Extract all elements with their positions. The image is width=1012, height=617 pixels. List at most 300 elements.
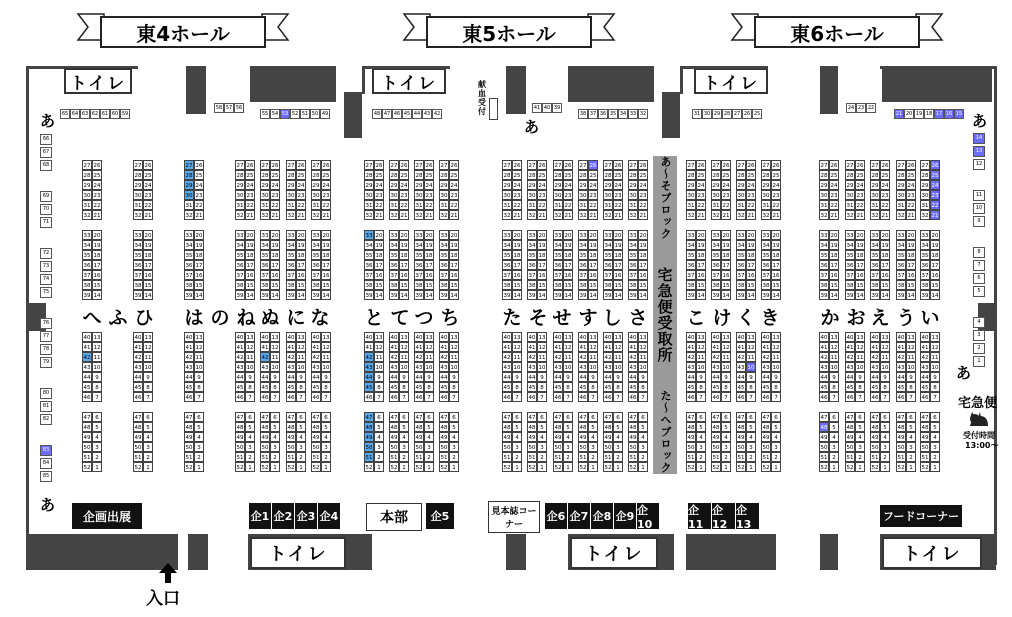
- booth-cell[interactable]: 23: [906, 190, 916, 200]
- booth-cell[interactable]: 30: [389, 190, 399, 200]
- booth-cell[interactable]: 17: [855, 260, 865, 270]
- booth-cell[interactable]: 40: [711, 332, 721, 342]
- booth-cell[interactable]: 46: [686, 392, 696, 402]
- booth-cell[interactable]: 25: [588, 170, 598, 180]
- booth-cell[interactable]: 12: [746, 342, 756, 352]
- kigyou-button[interactable]: 企1: [249, 503, 271, 529]
- booth-cell[interactable]: 25: [143, 170, 153, 180]
- booth-cell[interactable]: 12: [638, 342, 648, 352]
- booth-cell[interactable]: 3: [245, 442, 255, 452]
- booth-cell[interactable]: 1: [374, 462, 384, 472]
- booth-cell[interactable]: 32: [502, 210, 512, 220]
- booth-cell[interactable]: 42: [736, 352, 746, 362]
- booth-cell[interactable]: 17: [638, 260, 648, 270]
- booth-cell[interactable]: 7: [855, 392, 865, 402]
- booth-cell[interactable]: 11: [537, 352, 547, 362]
- booth-cell[interactable]: 50: [414, 442, 424, 452]
- booth-cell[interactable]: 39: [439, 290, 449, 300]
- booth-cell[interactable]: 21: [613, 210, 623, 220]
- booth-cell[interactable]: 12: [696, 342, 706, 352]
- booth-cell[interactable]: 15: [563, 280, 573, 290]
- booth-cell[interactable]: 23: [321, 190, 331, 200]
- booth-cell[interactable]: 12: [424, 342, 434, 352]
- booth-cell[interactable]: 30: [736, 190, 746, 200]
- booth-cell[interactable]: 28: [184, 170, 194, 180]
- booth-cell[interactable]: 49: [761, 432, 771, 442]
- booth-cell[interactable]: 12: [829, 342, 839, 352]
- booth-cell[interactable]: 14: [588, 290, 598, 300]
- kigyou-button[interactable]: 企12: [712, 503, 735, 529]
- booth-cell[interactable]: 29: [711, 180, 721, 190]
- top-booth-number[interactable]: 20: [905, 111, 913, 117]
- booth-cell[interactable]: 39: [311, 290, 321, 300]
- booth-cell[interactable]: 31: [628, 200, 638, 210]
- booth-cell[interactable]: 31: [761, 200, 771, 210]
- booth-cell[interactable]: 38: [502, 280, 512, 290]
- booth-cell[interactable]: 10: [512, 362, 522, 372]
- booth-cell[interactable]: 9: [771, 372, 781, 382]
- booth-cell[interactable]: 18: [771, 250, 781, 260]
- booth-cell[interactable]: 32: [896, 210, 906, 220]
- booth-cell[interactable]: 42: [414, 352, 424, 362]
- booth-cell[interactable]: 49: [819, 432, 829, 442]
- booth-cell[interactable]: 21: [906, 210, 916, 220]
- booth-cell[interactable]: 25: [930, 170, 940, 180]
- booth-cell[interactable]: 41: [845, 342, 855, 352]
- booth-cell[interactable]: 45: [736, 382, 746, 392]
- booth-cell[interactable]: 36: [761, 260, 771, 270]
- booth-cell[interactable]: 9: [563, 372, 573, 382]
- booth-cell[interactable]: 36: [527, 260, 537, 270]
- booth-cell[interactable]: 1: [696, 462, 706, 472]
- booth-cell[interactable]: 46: [260, 392, 270, 402]
- booth-cell[interactable]: 28: [82, 170, 92, 180]
- top-booth-number[interactable]: 33: [629, 111, 637, 117]
- booth-cell[interactable]: 21: [512, 210, 522, 220]
- booth-cell[interactable]: 38: [896, 280, 906, 290]
- booth-cell[interactable]: 26: [270, 160, 280, 170]
- booth-cell[interactable]: 9: [512, 372, 522, 382]
- booth-cell[interactable]: 19: [512, 240, 522, 250]
- booth-cell[interactable]: 7: [880, 392, 890, 402]
- booth-cell[interactable]: 10: [399, 362, 409, 372]
- top-booth-number[interactable]: 35: [609, 111, 617, 117]
- booth-cell[interactable]: 30: [920, 190, 930, 200]
- booth-cell[interactable]: 35: [527, 250, 537, 260]
- booth-cell[interactable]: 21: [399, 210, 409, 220]
- booth-cell[interactable]: 27: [896, 160, 906, 170]
- booth-cell[interactable]: 50: [133, 442, 143, 452]
- booth-cell[interactable]: 19: [696, 240, 706, 250]
- booth-cell[interactable]: 11: [194, 352, 204, 362]
- booth-cell[interactable]: 29: [896, 180, 906, 190]
- booth-cell[interactable]: 4: [771, 432, 781, 442]
- booth-cell[interactable]: 38: [235, 280, 245, 290]
- booth-cell[interactable]: 5: [399, 422, 409, 432]
- booth-cell[interactable]: 13: [563, 332, 573, 342]
- booth-cell[interactable]: 48: [502, 422, 512, 432]
- booth-cell[interactable]: 36: [578, 260, 588, 270]
- booth-cell[interactable]: 13: [696, 332, 706, 342]
- booth-cell[interactable]: 37: [502, 270, 512, 280]
- booth-cell[interactable]: 2: [537, 452, 547, 462]
- booth-cell[interactable]: 47: [527, 412, 537, 422]
- booth-cell[interactable]: 21: [424, 210, 434, 220]
- toilet-top-hall5[interactable]: トイレ: [372, 68, 446, 94]
- booth-cell[interactable]: 34: [761, 240, 771, 250]
- mihonshi-box[interactable]: 見本誌コーナー: [488, 501, 540, 533]
- booth-cell[interactable]: 32: [920, 210, 930, 220]
- booth-cell[interactable]: 16: [92, 270, 102, 280]
- booth-cell[interactable]: 26: [296, 160, 306, 170]
- booth-cell[interactable]: 1: [143, 462, 153, 472]
- kigyou-button[interactable]: 企7: [568, 503, 590, 529]
- booth-cell[interactable]: 36: [920, 260, 930, 270]
- booth-cell[interactable]: 44: [736, 372, 746, 382]
- booth-cell[interactable]: 47: [364, 412, 374, 422]
- booth-cell[interactable]: 51: [82, 452, 92, 462]
- booth-cell[interactable]: 41: [439, 342, 449, 352]
- kigyou-button[interactable]: 企11: [688, 503, 711, 529]
- top-booth-number[interactable]: 57: [225, 105, 233, 111]
- booth-cell[interactable]: 19: [270, 240, 280, 250]
- booth-cell[interactable]: 18: [613, 250, 623, 260]
- booth-cell[interactable]: 2: [194, 452, 204, 462]
- booth-cell[interactable]: 50: [628, 442, 638, 452]
- wall-booth-number[interactable]: 2: [973, 343, 985, 354]
- booth-cell[interactable]: 18: [92, 250, 102, 260]
- booth-cell[interactable]: 33: [414, 230, 424, 240]
- booth-cell[interactable]: 28: [870, 170, 880, 180]
- booth-cell[interactable]: 47: [736, 412, 746, 422]
- wall-booth-number[interactable]: 10: [973, 203, 985, 214]
- booth-cell[interactable]: 23: [537, 190, 547, 200]
- wall-booth-number[interactable]: 11: [973, 190, 985, 201]
- booth-cell[interactable]: 16: [829, 270, 839, 280]
- booth-cell[interactable]: 43: [502, 362, 512, 372]
- booth-cell[interactable]: 52: [578, 462, 588, 472]
- booth-cell[interactable]: 15: [537, 280, 547, 290]
- booth-cell[interactable]: 6: [270, 412, 280, 422]
- booth-cell[interactable]: 50: [920, 442, 930, 452]
- booth-cell[interactable]: 12: [512, 342, 522, 352]
- booth-cell[interactable]: 23: [399, 190, 409, 200]
- booth-cell[interactable]: 8: [296, 382, 306, 392]
- booth-cell[interactable]: 3: [194, 442, 204, 452]
- booth-cell[interactable]: 37: [439, 270, 449, 280]
- booth-cell[interactable]: 48: [439, 422, 449, 432]
- booth-cell[interactable]: 38: [870, 280, 880, 290]
- booth-cell[interactable]: 26: [399, 160, 409, 170]
- booth-cell[interactable]: 25: [880, 170, 890, 180]
- booth-cell[interactable]: 9: [194, 372, 204, 382]
- booth-cell[interactable]: 30: [82, 190, 92, 200]
- booth-cell[interactable]: 51: [286, 452, 296, 462]
- booth-cell[interactable]: 4: [537, 432, 547, 442]
- booth-cell[interactable]: 4: [194, 432, 204, 442]
- booth-cell[interactable]: 36: [82, 260, 92, 270]
- booth-cell[interactable]: 48: [711, 422, 721, 432]
- booth-cell[interactable]: 13: [374, 332, 384, 342]
- booth-cell[interactable]: 41: [819, 342, 829, 352]
- booth-cell[interactable]: 20: [399, 230, 409, 240]
- booth-cell[interactable]: 37: [578, 270, 588, 280]
- booth-cell[interactable]: 21: [855, 210, 865, 220]
- booth-cell[interactable]: 47: [184, 412, 194, 422]
- top-booth-number[interactable]: 63: [81, 111, 89, 117]
- kigyou-button[interactable]: 企2: [272, 503, 294, 529]
- booth-cell[interactable]: 16: [537, 270, 547, 280]
- booth-cell[interactable]: 40: [133, 332, 143, 342]
- booth-cell[interactable]: 40: [235, 332, 245, 342]
- booth-cell[interactable]: 22: [588, 200, 598, 210]
- booth-cell[interactable]: 49: [845, 432, 855, 442]
- booth-cell[interactable]: 17: [321, 260, 331, 270]
- booth-cell[interactable]: 49: [896, 432, 906, 442]
- top-booth-number[interactable]: 61: [101, 111, 109, 117]
- booth-cell[interactable]: 34: [896, 240, 906, 250]
- booth-cell[interactable]: 6: [321, 412, 331, 422]
- booth-cell[interactable]: 33: [736, 230, 746, 240]
- booth-cell[interactable]: 18: [746, 250, 756, 260]
- booth-cell[interactable]: 33: [896, 230, 906, 240]
- booth-cell[interactable]: 18: [296, 250, 306, 260]
- booth-cell[interactable]: 6: [613, 412, 623, 422]
- booth-cell[interactable]: 18: [143, 250, 153, 260]
- booth-cell[interactable]: 4: [638, 432, 648, 442]
- booth-cell[interactable]: 33: [686, 230, 696, 240]
- booth-cell[interactable]: 16: [906, 270, 916, 280]
- top-booth-number[interactable]: 31: [693, 111, 701, 117]
- booth-cell[interactable]: 37: [819, 270, 829, 280]
- booth-cell[interactable]: 21: [930, 210, 940, 220]
- booth-cell[interactable]: 6: [194, 412, 204, 422]
- booth-cell[interactable]: 46: [553, 392, 563, 402]
- booth-cell[interactable]: 34: [711, 240, 721, 250]
- booth-cell[interactable]: 17: [588, 260, 598, 270]
- booth-cell[interactable]: 13: [92, 332, 102, 342]
- booth-cell[interactable]: 21: [537, 210, 547, 220]
- booth-cell[interactable]: 1: [746, 462, 756, 472]
- booth-cell[interactable]: 2: [92, 452, 102, 462]
- booth-cell[interactable]: 41: [686, 342, 696, 352]
- wall-booth-number[interactable]: 66: [40, 134, 52, 145]
- booth-cell[interactable]: 23: [930, 190, 940, 200]
- booth-cell[interactable]: 40: [439, 332, 449, 342]
- booth-cell[interactable]: 46: [389, 392, 399, 402]
- booth-cell[interactable]: 35: [711, 250, 721, 260]
- booth-cell[interactable]: 40: [870, 332, 880, 342]
- booth-cell[interactable]: 31: [133, 200, 143, 210]
- booth-cell[interactable]: 16: [270, 270, 280, 280]
- booth-cell[interactable]: 32: [686, 210, 696, 220]
- booth-cell[interactable]: 7: [424, 392, 434, 402]
- booth-cell[interactable]: 47: [260, 412, 270, 422]
- booth-cell[interactable]: 8: [880, 382, 890, 392]
- booth-cell[interactable]: 42: [920, 352, 930, 362]
- booth-cell[interactable]: 24: [613, 180, 623, 190]
- booth-cell[interactable]: 34: [133, 240, 143, 250]
- booth-cell[interactable]: 42: [578, 352, 588, 362]
- booth-cell[interactable]: 50: [311, 442, 321, 452]
- kigyou-button[interactable]: 企9: [614, 503, 636, 529]
- booth-cell[interactable]: 20: [512, 230, 522, 240]
- booth-cell[interactable]: 31: [736, 200, 746, 210]
- booth-cell[interactable]: 32: [364, 210, 374, 220]
- wall-booth-number[interactable]: 12: [973, 159, 985, 170]
- booth-cell[interactable]: 51: [133, 452, 143, 462]
- booth-cell[interactable]: 6: [143, 412, 153, 422]
- booth-cell[interactable]: 6: [245, 412, 255, 422]
- booth-cell[interactable]: 5: [143, 422, 153, 432]
- booth-cell[interactable]: 14: [746, 290, 756, 300]
- wall-booth-number[interactable]: 79: [40, 357, 52, 368]
- booth-cell[interactable]: 23: [270, 190, 280, 200]
- booth-cell[interactable]: 10: [245, 362, 255, 372]
- booth-cell[interactable]: 14: [906, 290, 916, 300]
- booth-cell[interactable]: 3: [588, 442, 598, 452]
- booth-cell[interactable]: 20: [245, 230, 255, 240]
- booth-cell[interactable]: 5: [245, 422, 255, 432]
- booth-cell[interactable]: 21: [270, 210, 280, 220]
- booth-cell[interactable]: 8: [399, 382, 409, 392]
- booth-cell[interactable]: 18: [512, 250, 522, 260]
- booth-cell[interactable]: 1: [92, 462, 102, 472]
- booth-cell[interactable]: 50: [235, 442, 245, 452]
- booth-cell[interactable]: 39: [578, 290, 588, 300]
- booth-cell[interactable]: 26: [424, 160, 434, 170]
- booth-cell[interactable]: 39: [761, 290, 771, 300]
- booth-cell[interactable]: 6: [563, 412, 573, 422]
- booth-cell[interactable]: 31: [389, 200, 399, 210]
- booth-cell[interactable]: 18: [537, 250, 547, 260]
- booth-cell[interactable]: 28: [603, 170, 613, 180]
- booth-cell[interactable]: 7: [449, 392, 459, 402]
- booth-cell[interactable]: 52: [553, 462, 563, 472]
- booth-cell[interactable]: 34: [82, 240, 92, 250]
- booth-cell[interactable]: 15: [92, 280, 102, 290]
- booth-cell[interactable]: 52: [819, 462, 829, 472]
- booth-cell[interactable]: 42: [527, 352, 537, 362]
- booth-cell[interactable]: 9: [374, 372, 384, 382]
- booth-cell[interactable]: 20: [92, 230, 102, 240]
- booth-cell[interactable]: 19: [424, 240, 434, 250]
- booth-cell[interactable]: 40: [286, 332, 296, 342]
- booth-cell[interactable]: 2: [906, 452, 916, 462]
- booth-cell[interactable]: 32: [736, 210, 746, 220]
- booth-cell[interactable]: 49: [311, 432, 321, 442]
- booth-cell[interactable]: 38: [364, 280, 374, 290]
- booth-cell[interactable]: 24: [399, 180, 409, 190]
- booth-cell[interactable]: 23: [143, 190, 153, 200]
- booth-cell[interactable]: 28: [439, 170, 449, 180]
- top-booth-number[interactable]: 29: [713, 111, 721, 117]
- booth-cell[interactable]: 34: [184, 240, 194, 250]
- wall-booth-number[interactable]: 82: [40, 414, 52, 425]
- booth-cell[interactable]: 23: [855, 190, 865, 200]
- booth-cell[interactable]: 22: [746, 200, 756, 210]
- booth-cell[interactable]: 23: [424, 190, 434, 200]
- booth-cell[interactable]: 51: [184, 452, 194, 462]
- booth-cell[interactable]: 46: [414, 392, 424, 402]
- booth-cell[interactable]: 38: [286, 280, 296, 290]
- booth-cell[interactable]: 22: [906, 200, 916, 210]
- booth-cell[interactable]: 49: [578, 432, 588, 442]
- booth-cell[interactable]: 15: [424, 280, 434, 290]
- booth-cell[interactable]: 36: [628, 260, 638, 270]
- booth-cell[interactable]: 25: [449, 170, 459, 180]
- booth-cell[interactable]: 14: [638, 290, 648, 300]
- booth-cell[interactable]: 4: [613, 432, 623, 442]
- booth-cell[interactable]: 25: [424, 170, 434, 180]
- booth-cell[interactable]: 18: [588, 250, 598, 260]
- booth-cell[interactable]: 4: [930, 432, 940, 442]
- booth-cell[interactable]: 14: [296, 290, 306, 300]
- booth-cell[interactable]: 44: [819, 372, 829, 382]
- booth-cell[interactable]: 27: [553, 160, 563, 170]
- booth-cell[interactable]: 47: [603, 412, 613, 422]
- booth-cell[interactable]: 51: [711, 452, 721, 462]
- booth-cell[interactable]: 25: [696, 170, 706, 180]
- booth-cell[interactable]: 36: [603, 260, 613, 270]
- booth-cell[interactable]: 45: [439, 382, 449, 392]
- booth-cell[interactable]: 41: [235, 342, 245, 352]
- booth-cell[interactable]: 52: [845, 462, 855, 472]
- booth-cell[interactable]: 16: [880, 270, 890, 280]
- booth-cell[interactable]: 8: [771, 382, 781, 392]
- booth-cell[interactable]: 42: [870, 352, 880, 362]
- booth-cell[interactable]: 39: [133, 290, 143, 300]
- booth-cell[interactable]: 31: [235, 200, 245, 210]
- booth-cell[interactable]: 22: [194, 200, 204, 210]
- booth-cell[interactable]: 24: [829, 180, 839, 190]
- booth-cell[interactable]: 50: [870, 442, 880, 452]
- booth-cell[interactable]: 49: [502, 432, 512, 442]
- booth-cell[interactable]: 32: [286, 210, 296, 220]
- kigyou-button[interactable]: 企4: [318, 503, 340, 529]
- booth-cell[interactable]: 22: [296, 200, 306, 210]
- booth-cell[interactable]: 52: [133, 462, 143, 472]
- booth-cell[interactable]: 46: [819, 392, 829, 402]
- booth-cell[interactable]: 16: [771, 270, 781, 280]
- booth-cell[interactable]: 12: [449, 342, 459, 352]
- booth-cell[interactable]: 11: [374, 352, 384, 362]
- wall-booth-number[interactable]: 3: [973, 330, 985, 341]
- booth-cell[interactable]: 2: [880, 452, 890, 462]
- booth-cell[interactable]: 36: [711, 260, 721, 270]
- booth-cell[interactable]: 7: [399, 392, 409, 402]
- booth-cell[interactable]: 38: [184, 280, 194, 290]
- booth-cell[interactable]: 20: [563, 230, 573, 240]
- booth-cell[interactable]: 22: [613, 200, 623, 210]
- booth-cell[interactable]: 49: [235, 432, 245, 442]
- booth-cell[interactable]: 20: [424, 230, 434, 240]
- booth-cell[interactable]: 50: [711, 442, 721, 452]
- booth-cell[interactable]: 7: [696, 392, 706, 402]
- booth-cell[interactable]: 26: [855, 160, 865, 170]
- booth-cell[interactable]: 28: [578, 170, 588, 180]
- booth-cell[interactable]: 49: [389, 432, 399, 442]
- booth-cell[interactable]: 23: [613, 190, 623, 200]
- booth-cell[interactable]: 44: [578, 372, 588, 382]
- booth-cell[interactable]: 41: [364, 342, 374, 352]
- booth-cell[interactable]: 46: [845, 392, 855, 402]
- booth-cell[interactable]: 34: [364, 240, 374, 250]
- booth-cell[interactable]: 9: [829, 372, 839, 382]
- booth-cell[interactable]: 39: [603, 290, 613, 300]
- booth-cell[interactable]: 6: [537, 412, 547, 422]
- booth-cell[interactable]: 9: [321, 372, 331, 382]
